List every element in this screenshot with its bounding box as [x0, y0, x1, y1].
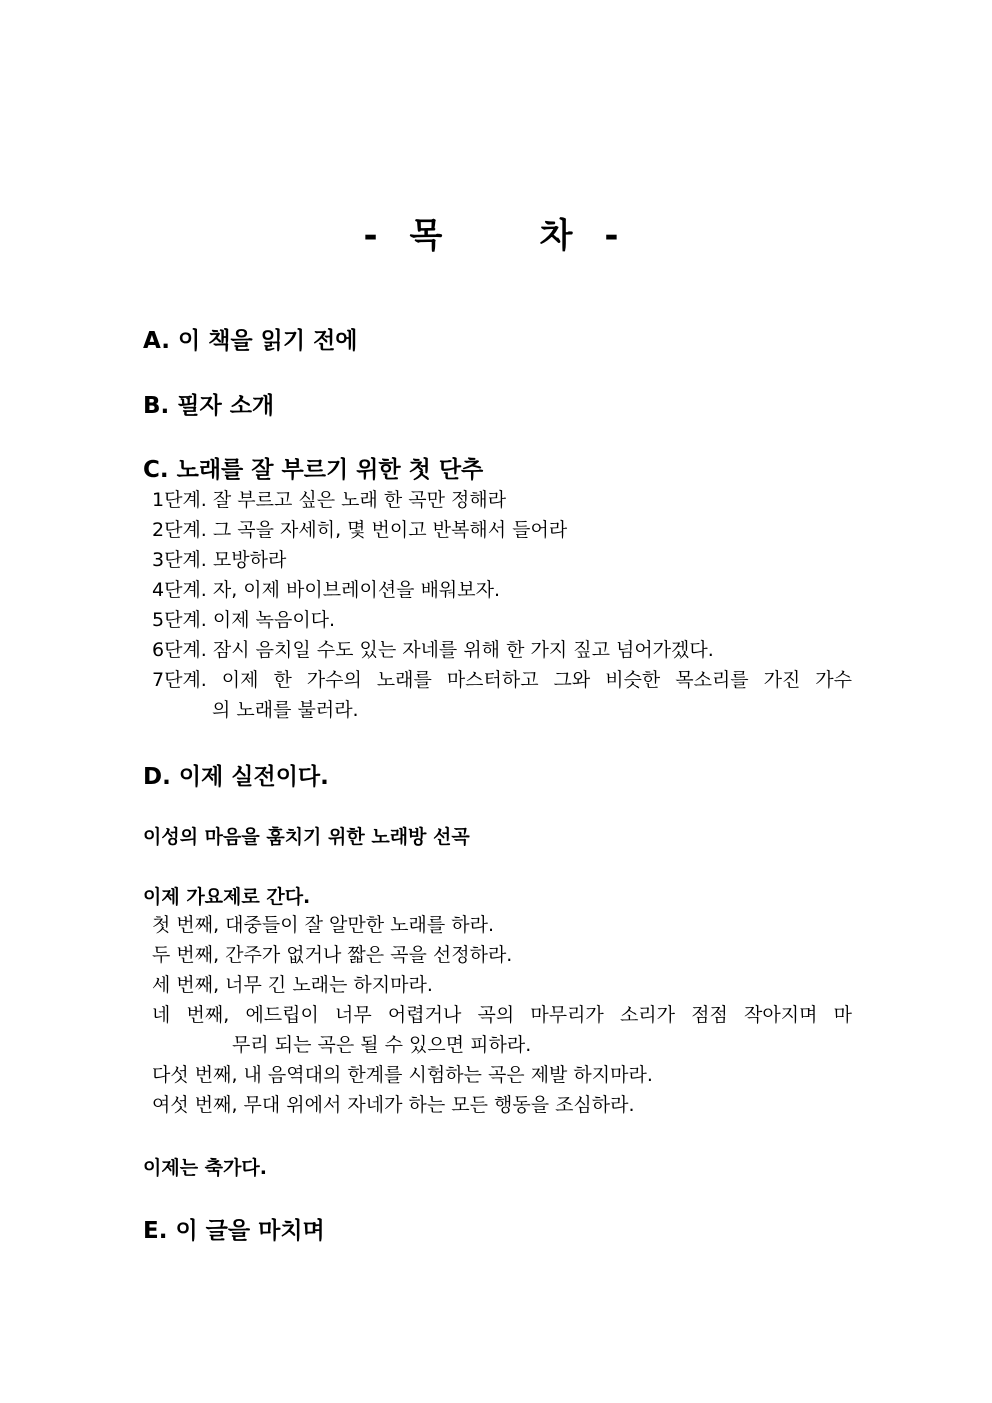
rule-item: 첫 번째, 대중들이 잘 알만한 노래를 하라. [152, 914, 494, 936]
step-item: 4단계. 자, 이제 바이브레이션을 배워보자. [152, 579, 501, 601]
subsection-karaoke: 이성의 마음을 훔치기 위한 노래방 선곡 [143, 826, 470, 848]
rule-item: 다섯 번째, 내 음역대의 한계를 시험하는 곡은 제발 하지마라. [152, 1064, 653, 1086]
rule-item: 세 번째, 너무 긴 노래는 하지마라. [152, 974, 433, 996]
subsection-pop: 이제 가요제로 간다. [143, 886, 311, 908]
step-item-line: 7단계. 이제 한 가수의 노래를 마스터하고 그와 비슷한 목소리를 가진 가수 [152, 669, 852, 691]
step-item: 2단계. 그 곡을 자세히, 몇 번이고 반복해서 들어라 [152, 519, 568, 541]
rule-item-continuation: 무리 되는 곡은 될 수 있으면 피하라. [232, 1034, 532, 1056]
step-item: 5단계. 이제 녹음이다. [152, 609, 336, 631]
rule-item: 두 번째, 간주가 없거나 짧은 곡을 선정하라. [152, 944, 513, 966]
step-item-multiline [152, 665, 852, 725]
step-item: 3단계. 모방하라 [152, 549, 287, 571]
step-item: 6단계. 잠시 음치일 수도 있는 자네를 위해 한 가지 짚고 넘어가겠다. [152, 639, 714, 661]
section-a-heading: A. 이 책을 읽기 전에 [143, 328, 358, 354]
rule-item-multiline [152, 1000, 852, 1060]
section-e-heading: E. 이 글을 마치며 [143, 1218, 325, 1244]
rule-item: 여섯 번째, 무대 위에서 자네가 하는 모든 행동을 조심하라. [152, 1094, 635, 1116]
page-title: - 목 차 - [363, 216, 629, 256]
subsection-festival: 이제는 축가다. [143, 1157, 267, 1179]
section-c-heading: C. 노래를 잘 부르기 위한 첫 단추 [143, 457, 484, 483]
rule-item-line: 네 번째, 에드립이 너무 어렵거나 곡의 마무리가 소리가 점점 작아지며 마 [152, 1004, 852, 1026]
step-item-continuation: 의 노래를 불러라. [212, 699, 359, 721]
section-d-heading: D. 이제 실전이다. [143, 764, 329, 790]
step-item: 1단계. 잘 부르고 싶은 노래 한 곡만 정해라 [152, 489, 507, 511]
section-b-heading: B. 필자 소개 [143, 393, 275, 419]
